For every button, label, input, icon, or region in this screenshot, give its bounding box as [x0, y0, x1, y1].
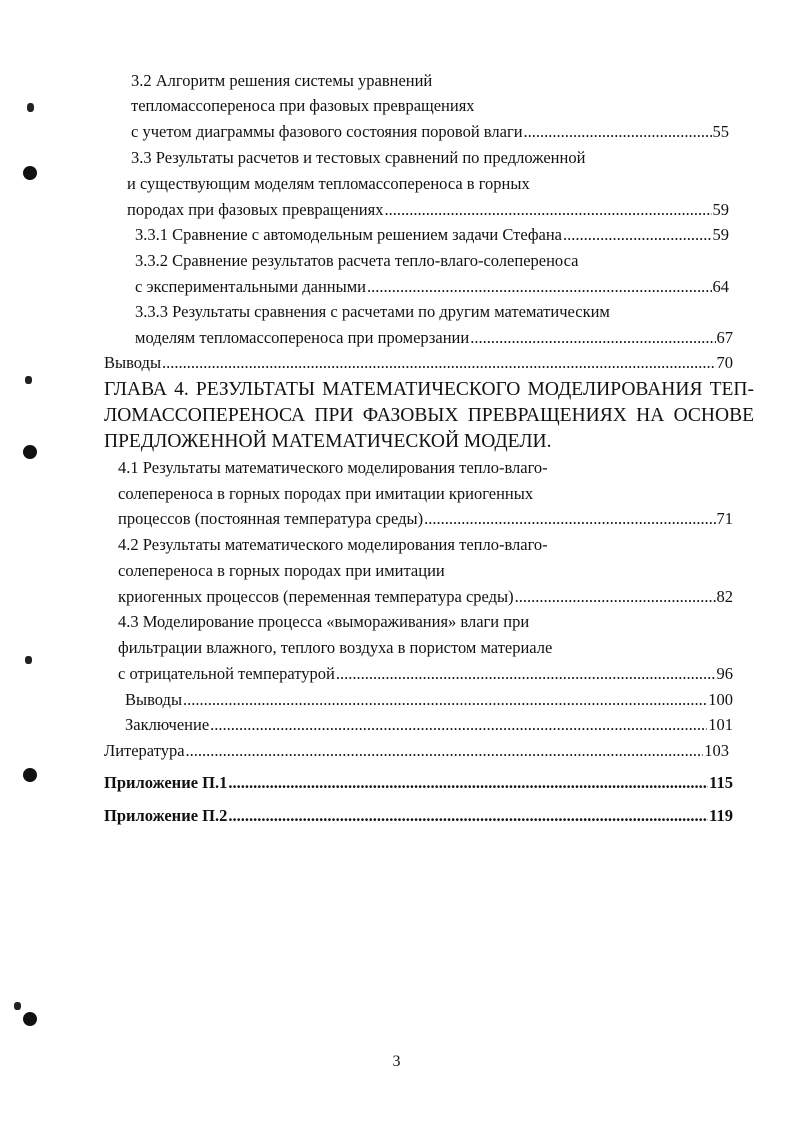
toc-line: 3.3 Результаты расчетов и тестовых сравнений по предложенной — [131, 148, 586, 167]
toc-line: фильтрации влажного, теплого воздуха в пористом материале — [118, 638, 553, 657]
toc-entry: Приложение П.1 ..... 115 — [104, 772, 733, 794]
toc-entry: породах при фазовых превращениях ..... 59 — [127, 199, 729, 221]
toc-page: 101 — [708, 715, 733, 734]
toc-line: 3.2 Алгоритм решения системы уравнений — [131, 71, 433, 90]
punch-hole — [23, 445, 37, 459]
toc-line: 3.3.3 Результаты сравнения с расчетами по другим математическим — [135, 302, 610, 321]
toc-entry: с отрицательной температурой ..... 96 — [118, 663, 733, 685]
scan-speck — [25, 656, 32, 664]
toc-page: 67 — [716, 328, 733, 347]
toc-entry: с экспериментальными данными ..... 64 — [135, 276, 729, 298]
toc-page: 70 — [716, 353, 733, 372]
toc-line: 3.3.2 Сравнение результатов расчета тепло-влаго-солепереноса — [135, 251, 579, 270]
chapter-heading: ГЛАВА 4. РЕЗУЛЬТАТЫ МАТЕМАТИЧЕСКОГО МОДЕЛИРОВАНИЯ ТЕП- — [104, 379, 754, 400]
toc-page: 96 — [716, 664, 733, 683]
toc-page: 103 — [704, 741, 729, 760]
chapter-heading: ЛОМАССОПЕРЕНОСА ПРИ ФАЗОВЫХ ПРЕВРАЩЕНИЯХ НА ОСНОВЕ — [104, 405, 754, 426]
toc-page: 119 — [709, 806, 733, 825]
toc-line: 4.2 Результаты математического моделирования тепло-влаго- — [118, 535, 548, 554]
toc-page: 71 — [716, 509, 733, 528]
toc-entry: Выводы ..... 70 — [104, 352, 733, 374]
toc-page: 82 — [716, 587, 733, 606]
punch-hole — [23, 768, 37, 782]
chapter-heading: ПРЕДЛОЖЕННОЙ МАТЕМАТИЧЕСКОЙ МОДЕЛИ. — [104, 431, 552, 452]
toc-line: солепереноса в горных породах при имитации криогенных — [118, 484, 534, 503]
toc-entry: Литература ..... 103 — [104, 740, 729, 762]
toc-line: и существующим моделям тепломассопереноса в горных — [127, 174, 530, 193]
toc-line: тепломассопереноса при фазовых превращениях — [131, 96, 475, 115]
toc-entry: моделям тепломассопереноса при промерзании ..... 67 — [135, 327, 733, 349]
page-number: 3 — [392, 1053, 401, 1070]
toc-line: 4.3 Моделирование процесса «вымораживания» влаги при — [118, 612, 530, 631]
toc-entry: 3.3.1 Сравнение с автомодельным решением задачи Стефана ..... 59 — [135, 224, 729, 246]
scan-speck — [14, 1002, 21, 1010]
toc-entry: процессов (постоянная температура среды) ..... 71 — [118, 508, 733, 530]
toc-entry: Заключение ..... 101 — [125, 714, 733, 736]
toc-page: 59 — [712, 200, 729, 219]
toc-line: солепереноса в горных породах при имитации — [118, 561, 445, 580]
punch-hole — [23, 166, 37, 180]
scan-speck — [27, 103, 34, 112]
toc-entry: Выводы ..... 100 — [125, 689, 733, 711]
toc-entry: Приложение П.2 ..... 119 — [104, 805, 733, 827]
toc-entry: криогенных процессов (переменная температура среды) ..... 82 — [118, 586, 733, 608]
toc-page: 55 — [712, 122, 729, 141]
toc-page: 100 — [708, 690, 733, 709]
punch-hole — [23, 1012, 37, 1026]
toc-page: 64 — [712, 277, 729, 296]
scan-speck — [25, 376, 32, 384]
toc-page: 115 — [709, 773, 733, 792]
toc-line: 4.1 Результаты математического моделирования тепло-влаго- — [118, 458, 548, 477]
toc-page: 59 — [712, 225, 729, 244]
toc-entry: с учетом диаграммы фазового состояния поровой влаги ..... 55 — [131, 121, 729, 143]
